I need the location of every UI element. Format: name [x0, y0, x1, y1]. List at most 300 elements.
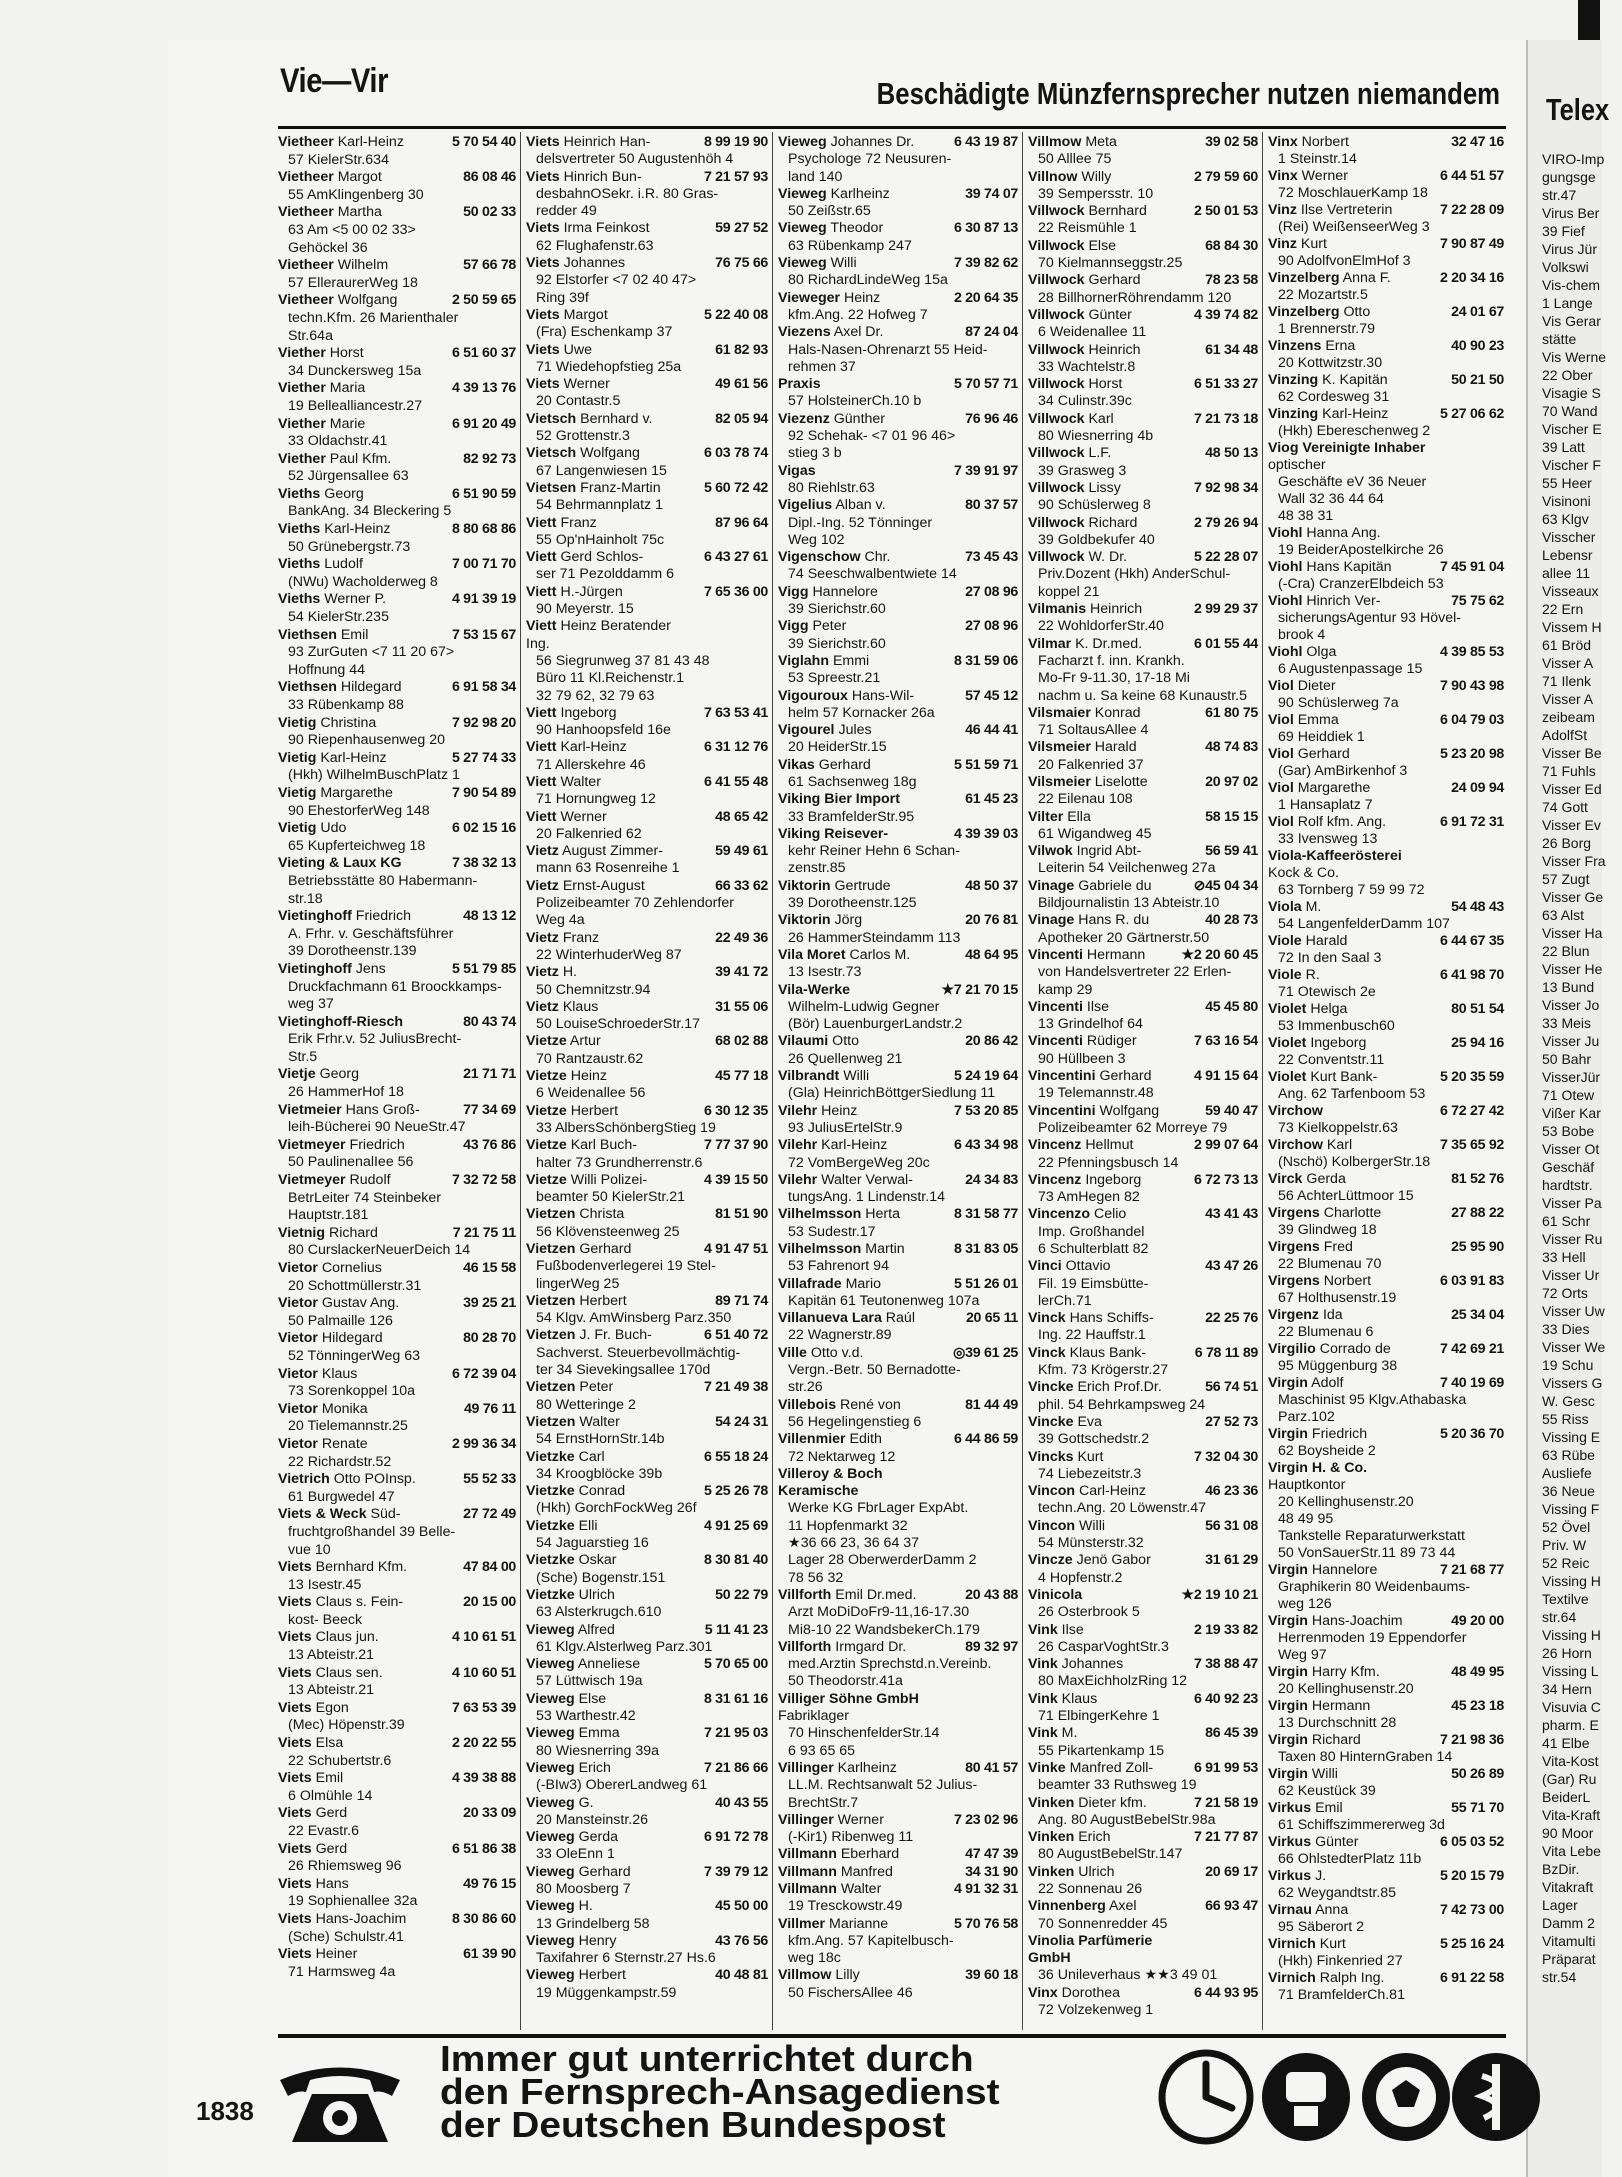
entry-given-name: Olga: [1306, 644, 1337, 660]
entry-address-line: 13 Grindelhof 64: [1038, 1016, 1143, 1033]
entry-phone-number: 61 34 48: [1205, 341, 1258, 358]
entry-address-line: 90 EhestorferWeg 148: [288, 802, 430, 819]
entry-surname: Vilehr: [778, 1171, 818, 1188]
entry-phone-number: 61 45 23: [965, 791, 1018, 808]
entry-surname: Viets: [526, 255, 560, 272]
entry-phone-number: 5 27 06 62: [1439, 406, 1504, 422]
entry-given-name: Wolfgang: [1099, 1102, 1160, 1119]
entry-address-line: 52 Grottenstr.3: [536, 428, 630, 445]
entry-surname: Vietzke: [526, 1586, 575, 1603]
entry-address-line: 95 Müggenburg 38: [1278, 1358, 1398, 1374]
entry-address-line: (Hkh) WilhelmBuschPlatz 1: [288, 767, 460, 784]
entry-given-name: Klaus: [321, 1365, 358, 1382]
directory-entry: [526, 809, 768, 844]
entry-surname: Villmow: [1028, 134, 1082, 150]
entry-phone-number: 27 52 73: [1205, 1413, 1258, 1430]
entry-phone-number: ⊘45 04 34: [1193, 877, 1258, 894]
entry-phone-number: 6 91 72 78: [703, 1829, 768, 1846]
entry-phone-number: 7 63 53 41: [703, 704, 768, 721]
directory-entry: [526, 1552, 768, 1587]
entry-address-line: Hauptstr.181: [288, 1207, 369, 1224]
entry-surname: Viole: [1268, 967, 1302, 983]
entry-surname: Vietrich: [278, 1471, 330, 1488]
entry-address-line: 53 Warthestr.42: [536, 1708, 636, 1725]
directory-entry: [1028, 549, 1258, 601]
entry-address-line: Mi8-10 22 WandsbekerCh.179: [788, 1621, 980, 1638]
entry-address-line: 90 Hüllbeen 3: [1038, 1050, 1126, 1067]
entry-surname: Viett: [526, 739, 557, 756]
entry-phone-number: 39 41 72: [715, 964, 768, 981]
directory-entry: [278, 1911, 516, 1946]
adjacent-page-line: 71 Otew: [1542, 1087, 1595, 1103]
entry-address-line: 63 Rübenkamp 247: [788, 237, 912, 254]
directory-entry: [1028, 1033, 1258, 1068]
entry-given-name: Christina: [320, 714, 377, 731]
entry-given-name: Hauptkontor: [1268, 1477, 1346, 1493]
entry-address-line: 71 Harmsweg 4a: [288, 1963, 396, 1980]
entry-surname: Vietje: [278, 1066, 316, 1083]
entry-surname: Vietmeyer: [278, 1172, 346, 1189]
entry-phone-number: 56 74 51: [1205, 1379, 1258, 1396]
entry-address-line: Polizeibeamter 70 Zehlendorfer: [536, 895, 734, 912]
entry-address-line: 20 Kottwitzstr.30: [1278, 355, 1383, 371]
directory-entry: [1028, 1985, 1258, 2020]
adjacent-page-line: Vitamulti: [1542, 1933, 1596, 1949]
directory-entry: [1028, 1691, 1258, 1726]
directory-entry: [1028, 999, 1258, 1034]
entry-given-name: Gerd Schlos-: [560, 549, 644, 566]
entry-address-line: 22 Reismühle 1: [1038, 220, 1137, 237]
entry-address-line: 90 Meyerstr. 15: [536, 601, 634, 618]
entry-phone-number: ★2 20 60 45: [1181, 946, 1258, 963]
adjacent-page-line: 36 Neue: [1542, 1483, 1595, 1499]
directory-entry: [1268, 644, 1504, 678]
entry-phone-number: 4 91 25 69: [703, 1517, 768, 1534]
entry-address-line: 70 Sonnenredder 45: [1038, 1915, 1168, 1932]
entry-surname: Vinicola: [1028, 1586, 1083, 1603]
entry-surname: Virgin: [1268, 1664, 1308, 1680]
directory-entry: [278, 1665, 516, 1700]
entry-address-line: ser 71 Pezolddamm 6: [536, 566, 675, 583]
entry-surname: Viether: [278, 415, 326, 432]
entry-surname: Vietheer: [278, 292, 334, 309]
page-slogan-header: Beschädigte Münzfernsprecher nutzen niemandem: [876, 76, 1500, 111]
entry-address-line: Büro 11 Kl.Reichenstr.1: [536, 670, 684, 687]
entry-phone-number: 20 97 02: [1205, 773, 1258, 790]
adjacent-page-line: Vischer E: [1542, 421, 1602, 437]
adjacent-page-line: Visser Be: [1542, 745, 1602, 761]
entry-phone-number: 6 51 33 27: [1193, 376, 1258, 393]
entry-given-name: Celio: [1093, 1206, 1127, 1223]
entry-phone-number: ★2 19 10 21: [1181, 1586, 1258, 1603]
entry-surname: Vinnenberg: [1028, 1898, 1106, 1915]
adjacent-page-line: 61 Schr: [1542, 1213, 1591, 1229]
entry-phone-number: 40 28 73: [1205, 912, 1258, 929]
entry-address-line: (-Kir1) Ribenweg 11: [788, 1829, 914, 1846]
adjacent-page-line: Visser Pa: [1542, 1195, 1602, 1211]
entry-given-name: M.: [1061, 1725, 1078, 1742]
entry-surname: Vietzke: [526, 1517, 575, 1534]
directory-entry: [778, 1172, 1018, 1207]
entry-phone-number: 7 65 36 00: [703, 583, 768, 600]
entry-surname: Vietzke: [526, 1483, 575, 1500]
entry-given-name: M.: [1305, 899, 1322, 915]
entry-address-line: Betriebsstätte 80 Habermann-: [288, 872, 478, 889]
entry-phone-number: 39 25 21: [463, 1295, 516, 1312]
directory-entry: [1028, 445, 1258, 480]
adjacent-page-line: 22 Ober: [1542, 367, 1593, 383]
directory-entry: [278, 1436, 516, 1471]
entry-phone-number: 5 11 41 23: [704, 1621, 768, 1638]
directory-entry: [526, 1483, 768, 1518]
entry-surname: Villmann: [778, 1863, 837, 1880]
entry-phone-number: 6 91 72 31: [1439, 814, 1504, 830]
directory-entry: [1268, 440, 1504, 525]
entry-address-line: (Sche) Schulstr.41: [288, 1928, 404, 1945]
entry-surname: Vieweg: [526, 1932, 575, 1949]
clock-face-icon: [1162, 2053, 1250, 2141]
adjacent-page-line: 72 Orts: [1542, 1285, 1588, 1301]
entry-phone-number: 6 43 27 61: [703, 549, 768, 566]
adjacent-page-line: Visser A: [1542, 655, 1594, 671]
entry-given-name: Gustav Ang.: [321, 1295, 400, 1312]
entry-surname: Vieweg: [526, 1690, 575, 1707]
entry-surname: Viett: [526, 808, 557, 825]
entry-address-line: ter 34 Sievekingsallee 170d: [536, 1362, 711, 1379]
adjacent-page-line: Vissing H: [1542, 1627, 1601, 1643]
directory-entry: [1028, 1310, 1258, 1345]
directory-entry: [778, 757, 1018, 792]
entry-phone-number: 6 44 67 35: [1439, 933, 1504, 949]
entry-given-name: Rolf kfm. Ang.: [1297, 814, 1387, 830]
entry-address-line: 20 Tielemannstr.25: [288, 1418, 408, 1435]
entry-surname: Villinger: [778, 1759, 834, 1776]
entry-phone-number: 49 76 11: [463, 1400, 516, 1417]
directory-entry: [526, 445, 768, 480]
directory-entry: [526, 1518, 768, 1553]
adjacent-page-line: Visser Ha: [1542, 925, 1603, 941]
entry-given-name: Willi: [1311, 1766, 1338, 1782]
entry-phone-number: 6 04 79 03: [1439, 712, 1504, 728]
entry-phone-number: 8 80 68 86: [451, 521, 516, 538]
entry-address-line: 71 Wiedehopfstieg 25a: [536, 358, 682, 375]
entry-given-name: Theodor: [830, 220, 884, 237]
entry-address-line: 34 Culinstr.39c: [1038, 393, 1132, 410]
page-number: 1838: [196, 2096, 254, 2126]
entry-surname: Viohl: [1268, 525, 1303, 541]
entry-phone-number: 68 84 30: [1205, 237, 1258, 254]
entry-surname: Villwock: [1028, 306, 1085, 323]
entry-surname: Villwock: [1028, 514, 1085, 531]
directory-entry: [778, 1103, 1018, 1138]
entry-address-line: vue 10: [288, 1541, 331, 1558]
entry-address-line: 19 Bellealliancestr.27: [288, 397, 423, 414]
entry-phone-number: 7 21 86 66: [703, 1759, 768, 1776]
entry-given-name: Ilse Vertreterin: [1300, 202, 1393, 218]
entry-given-name: Raúl: [885, 1310, 915, 1327]
directory-entry: [1028, 1414, 1258, 1449]
entry-given-name: Bernhard: [1088, 203, 1147, 220]
entry-phone-number: 20 86 42: [965, 1033, 1018, 1050]
entry-given-name: R.: [1305, 967, 1320, 983]
directory-column-4: [1028, 134, 1258, 2024]
entry-address-line: 48 49 95: [1278, 1511, 1334, 1527]
directory-entry: [778, 1431, 1018, 1466]
directory-entry: [1268, 559, 1504, 593]
entry-surname: Viets: [526, 168, 560, 185]
directory-entry: [1268, 746, 1504, 780]
entry-phone-number: 5 20 35 59: [1439, 1069, 1504, 1085]
entry-address-line: 71 BramfelderCh.81: [1278, 1987, 1405, 2003]
entry-surname: Vigouroux: [778, 687, 848, 704]
entry-address-line: 39 Sierichstr.60: [788, 635, 886, 652]
entry-given-name: Charlotte: [1323, 1205, 1382, 1221]
entry-surname: Villwock: [1028, 445, 1085, 462]
entry-surname: Viog Vereinigte Inhaber: [1268, 440, 1426, 456]
entry-surname: Vietor: [278, 1435, 318, 1452]
adjacent-page-line: 63 Alst: [1542, 907, 1585, 923]
adjacent-page-line: Geschäf: [1542, 1159, 1595, 1175]
entry-address-line: 13 Abteistr.21: [288, 1682, 374, 1699]
directory-entry: [1268, 1936, 1504, 1970]
entry-given-name: Margot: [337, 169, 382, 186]
entry-given-name: Liselotte: [1094, 773, 1148, 790]
entry-surname: Vietzke: [526, 1552, 575, 1569]
entry-surname: Vilter: [1028, 808, 1064, 825]
directory-entry: [526, 1068, 768, 1103]
entry-given-name: Christa: [579, 1206, 625, 1223]
entry-address-line: 72 Volzekenweg 1: [1038, 2002, 1154, 2019]
entry-address-line: Psychologe 72 Neusuren-: [788, 151, 952, 168]
entry-address-line: Sachverst. Steuerbevollmächtig-: [536, 1344, 741, 1361]
entry-phone-number: 77 34 69: [463, 1101, 516, 1118]
entry-address-line: Lager 28 OberwerderDamm 2: [788, 1552, 977, 1569]
entry-address-line: koppel 21: [1038, 583, 1100, 600]
entry-phone-number: 8 31 61 16: [703, 1690, 768, 1707]
entry-given-name: Ingeborg: [560, 704, 617, 721]
entry-address-line: 71 Allerskehre 46: [536, 756, 646, 773]
entry-phone-number: 6 31 12 76: [703, 739, 768, 756]
entry-surname: Viethsen: [278, 626, 337, 643]
directory-entry: [1268, 1613, 1504, 1664]
entry-address-line: 28 BillhornerRöhrendamm 120: [1038, 289, 1232, 306]
directory-entry: [278, 521, 516, 556]
entry-given-name: Elsa: [315, 1735, 344, 1752]
entry-given-name: Manfred: [840, 1863, 893, 1880]
medical-snake-icon: [1452, 2053, 1540, 2141]
entry-address-line: 48 38 31: [1278, 508, 1334, 524]
entry-given-name: Franz: [560, 514, 597, 531]
entry-address-line: kehr Reiner Hehn 6 Schan-: [788, 843, 960, 860]
adjacent-page-line: 61 Bröd: [1542, 637, 1592, 653]
entry-given-name: Ludolf: [324, 556, 363, 573]
entry-given-name: Heinz: [821, 1102, 858, 1119]
entry-phone-number: 7 21 75 11: [452, 1224, 516, 1241]
entry-phone-number: 4 39 13 76: [451, 380, 516, 397]
entry-phone-number: 56 59 41: [1205, 843, 1258, 860]
directory-entry: [1268, 1698, 1504, 1732]
entry-given-name: Ingeborg: [1085, 1171, 1142, 1188]
entry-address-line: 52 JürgensalIee 63: [288, 468, 409, 485]
column-divider: [1022, 132, 1023, 2030]
adjacent-page-lines: [1542, 150, 1622, 1986]
directory-entry: [526, 584, 768, 619]
entry-phone-number: 40 48 81: [715, 1967, 768, 1984]
directory-entry: [278, 1225, 516, 1260]
entry-surname: Viether: [278, 450, 326, 467]
entry-address-line: 39 Sierichstr.60: [788, 601, 886, 618]
entry-given-name: Willy: [1081, 168, 1112, 185]
service-pictograms: [1158, 2042, 1538, 2152]
entry-surname: Vietig: [278, 784, 317, 801]
entry-given-name: Hermann: [1311, 1698, 1371, 1714]
entry-surname: Virkus: [1268, 1868, 1312, 1884]
entry-given-name: Werner P.: [324, 591, 387, 608]
entry-phone-number: 5 60 72 42: [703, 479, 768, 496]
directory-entry: [526, 1691, 768, 1726]
entry-address-line: Fil. 19 Eimsbütte-: [1038, 1275, 1149, 1292]
entry-address-line: 13 Durchschnitt 28: [1278, 1715, 1397, 1731]
entry-given-name: Hermann: [1086, 946, 1146, 963]
directory-entry: [1028, 1795, 1258, 1830]
entry-address-line: Facharzt f. inn. Krankh.: [1038, 652, 1185, 669]
entry-address-line: 1 Hansaplatz 7: [1278, 797, 1373, 813]
entry-surname: Vinke: [1028, 1759, 1066, 1776]
adjacent-page-line: 71 Ilenk: [1542, 673, 1592, 689]
entry-address-line: 6 Schulterblatt 82: [1038, 1241, 1149, 1257]
adjacent-page-line: 13 Bund: [1542, 979, 1595, 995]
directory-entry: [278, 451, 516, 486]
advert-line-2: den Fernsprech-Ansagedienst: [440, 2071, 1000, 2112]
entry-surname: Vietzke: [526, 1448, 575, 1465]
entry-phone-number: 6 91 99 53: [1193, 1759, 1258, 1776]
entry-address-line: 26 HammerSteindamm 113: [788, 929, 961, 946]
entry-given-name: Gerd: [315, 1805, 348, 1822]
entry-surname: Ville: [778, 1344, 807, 1361]
entry-surname: Villmer: [778, 1915, 826, 1932]
entry-phone-number: 7 23 02 96: [953, 1811, 1018, 1828]
entry-given-name: Adolf: [1311, 1375, 1344, 1391]
entry-address-line: 92 Schehak- <7 01 96 46>: [788, 428, 956, 445]
entry-given-name: Kurt: [1319, 1936, 1346, 1952]
entry-phone-number: 6 72 39 04: [451, 1365, 516, 1382]
directory-entry: [1028, 705, 1258, 740]
entry-address-line: 69 Heiddiek 1: [1278, 729, 1365, 745]
entry-phone-number: 48 49 95: [1451, 1664, 1504, 1680]
entry-address-line: 19 Telemannstr.48: [1038, 1085, 1154, 1102]
entry-address-line: Taxen 80 HinternGraben 14: [1278, 1749, 1453, 1765]
adjacent-page-line: Virus Jür: [1542, 241, 1597, 257]
entry-surname: Viktorin: [778, 877, 831, 894]
entry-address-line: lingerWeg 25: [536, 1275, 620, 1292]
entry-phone-number: 82 05 94: [715, 410, 768, 427]
entry-given-name: Emmi: [832, 652, 870, 669]
directory-column-3: [778, 134, 1018, 2024]
directory-entry: [778, 1864, 1018, 1881]
entry-address-line: Weg 102: [788, 531, 845, 548]
entry-surname: Viets: [278, 1805, 312, 1822]
entry-given-name: Harald: [1094, 739, 1137, 756]
entry-given-name: Hans-Joachim: [315, 1910, 407, 1927]
entry-address-line: Gehöckel 36: [288, 239, 368, 256]
entry-phone-number: 2 99 29 37: [1193, 601, 1258, 618]
entry-surname: Virchow: [1268, 1103, 1323, 1119]
entry-address-line: delsvertreter 50 Augustenhöh 4: [536, 151, 734, 168]
entry-given-name: Hildegard: [321, 1330, 383, 1347]
entry-phone-number: 24 09 94: [1451, 780, 1504, 796]
entry-address-line: ★36 66 23, 36 64 37: [788, 1535, 920, 1552]
entry-surname: Vietzen: [526, 1241, 576, 1257]
entry-phone-number: ★7 21 70 15: [941, 981, 1018, 998]
entry-address-line: Leiterin 54 Veilchenweg 27a: [1038, 860, 1216, 877]
entry-given-name: Karlheinz: [830, 185, 890, 202]
entry-address-line: 33 OleEnn 1: [536, 1846, 615, 1863]
directory-entry: [1268, 1001, 1504, 1035]
entry-given-name: Emil Dr.med.: [835, 1586, 917, 1603]
entry-surname: Vinzens: [1268, 338, 1322, 354]
entry-phone-number: 57 66 78: [463, 257, 516, 274]
entry-address-line: 57 HolsteinerCh.10 b: [788, 393, 922, 410]
entry-surname: Viets: [526, 376, 560, 393]
entry-address-line: 80 Moosberg 7: [536, 1880, 631, 1897]
entry-given-name: Günter: [1088, 306, 1132, 323]
entry-address-line: techn.Ang. 20 Löwenstr.47: [1038, 1500, 1207, 1517]
entry-surname: Vietz: [526, 929, 559, 946]
entry-address-line: 39 Gottschedstr.2: [1038, 1431, 1150, 1448]
entry-address-line: 72 MoschlauerKamp 18: [1278, 185, 1428, 201]
entry-address-line: 70 Rantzaustr.62: [536, 1050, 644, 1067]
directory-entry: [526, 1103, 768, 1138]
directory-entry: [778, 584, 1018, 619]
entry-given-name: Hans: [315, 1875, 349, 1892]
entry-phone-number: 50 02 33: [463, 204, 516, 221]
entry-address-line: 71 SoltausAllee 4: [1038, 722, 1149, 739]
entry-given-name: Karl: [1326, 1137, 1353, 1153]
entry-phone-number: 39 74 07: [965, 185, 1018, 202]
adjacent-page: [1526, 40, 1610, 2177]
directory-entry: [1028, 878, 1258, 913]
directory-entry: [1268, 780, 1504, 814]
entry-given-name: Rüdiger: [1086, 1033, 1137, 1050]
entry-given-name: Georg: [324, 485, 364, 502]
entry-surname: Vietheer: [278, 257, 334, 274]
entry-address-line: 63 Alsterkrugch.610: [536, 1604, 662, 1621]
directory-entry: [526, 878, 768, 930]
adjacent-page-line: Vis-chem: [1542, 277, 1601, 293]
entry-address-line: 39 Dorotheenstr.139: [288, 943, 417, 960]
directory-entry: [778, 912, 1018, 947]
entry-address-line: 62 Cordesweg 31: [1278, 389, 1390, 405]
directory-entry: [278, 556, 516, 591]
entry-given-name: Meta: [1085, 134, 1117, 150]
entry-surname: Villforth: [778, 1586, 832, 1603]
adjacent-page-line: str.64: [1542, 1609, 1577, 1625]
entry-phone-number: 48 50 13: [1205, 445, 1258, 462]
entry-address-line: 26 Quellenweg 21: [788, 1050, 903, 1067]
directory-entry: [1268, 1902, 1504, 1936]
adjacent-page-line: Vita Lebe: [1542, 1843, 1601, 1859]
entry-address-line: Graphikerin 80 Weidenbaums-: [1278, 1579, 1471, 1595]
entry-phone-number: 58 15 15: [1205, 808, 1258, 825]
entry-address-line: 71 ElbingerKehre 1: [1038, 1708, 1160, 1725]
entry-given-name: Karl Buch-: [570, 1137, 637, 1154]
entry-given-name: Ernst-August: [562, 877, 645, 894]
entry-surname: Viets: [278, 1664, 312, 1681]
entry-phone-number: 7 63 53 39: [451, 1699, 516, 1716]
entry-address-line: BetrLeiter 74 Steinbeker: [288, 1189, 442, 1206]
entry-address-line: 54 KielerStr.235: [288, 609, 389, 626]
entry-surname: Vietzen: [526, 1413, 576, 1430]
